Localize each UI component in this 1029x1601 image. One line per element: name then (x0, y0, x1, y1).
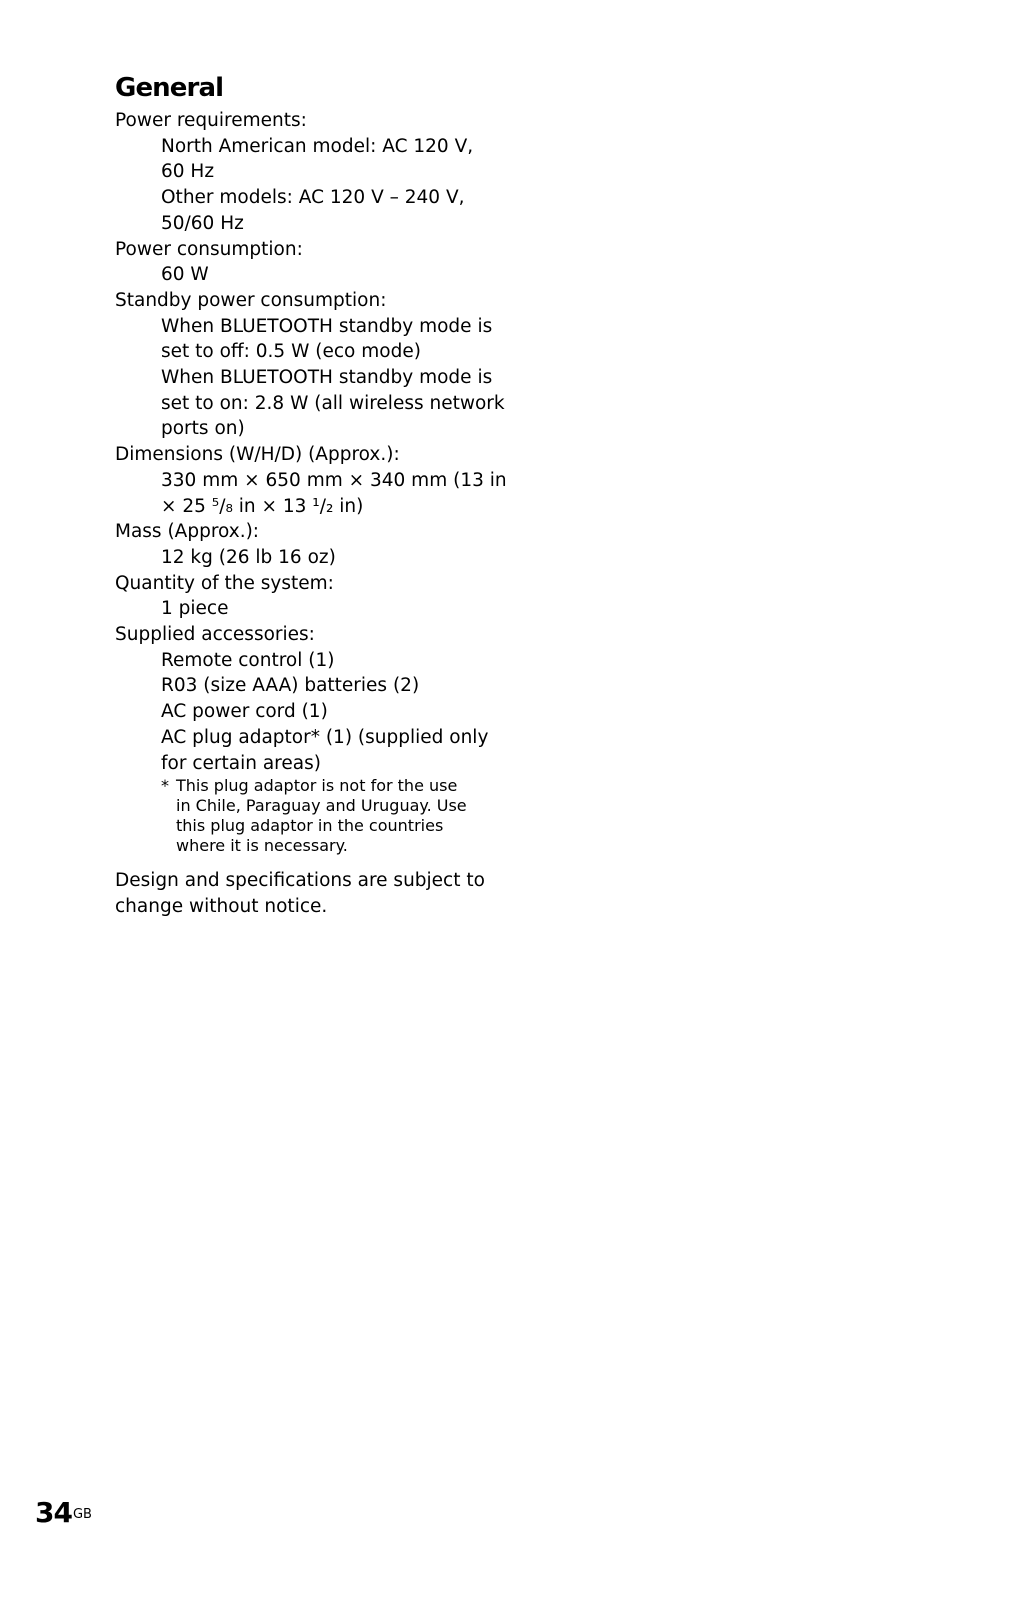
spec-value: When BLUETOOTH standby mode is (161, 367, 493, 389)
spec-label: Standby power consumption: (115, 289, 387, 311)
change-notice (115, 868, 515, 919)
spec-power-requirements (115, 108, 515, 237)
footnote-asterisk: * (161, 776, 169, 796)
footnote-text: This plug adaptor is not for the use (176, 776, 458, 796)
spec-accessories (115, 622, 515, 856)
spec-value: 50/60 Hz (161, 212, 244, 234)
page-number-value: 34 (35, 1496, 72, 1529)
notice-line: change without notice. (115, 895, 328, 917)
spec-power-consumption (115, 237, 515, 288)
accessory-footnote (115, 776, 515, 856)
spec-value: North American model: AC 120 V, (161, 135, 474, 157)
spec-label: Power requirements: (115, 110, 307, 131)
spec-label: Supplied accessories: (115, 624, 315, 646)
spec-value: When BLUETOOTH standby mode is (161, 315, 493, 337)
specifications-column (115, 70, 515, 920)
spec-value: Remote control (1) (161, 649, 335, 671)
spec-value: Other models: AC 120 V – 240 V, (161, 187, 465, 209)
spec-value: 330 mm × 650 mm × 340 mm (13 in (161, 469, 507, 491)
spec-label: Dimensions (W/H/D) (Approx.): (115, 444, 400, 466)
spec-value: 1 piece (161, 598, 229, 620)
page-language-code: GB (72, 1507, 92, 1522)
spec-value: for certain areas) (161, 752, 321, 774)
spec-mass (115, 519, 515, 570)
footnote-line: in Chile, Paraguay and Uruguay. Use (176, 796, 467, 816)
spec-value: 60 W (161, 264, 209, 286)
spec-value: 60 Hz (161, 161, 215, 183)
footnote-line (115, 776, 515, 796)
footnote-line: this plug adaptor in the countries (176, 816, 444, 836)
notice-line: Design and specifications are subject to (115, 870, 485, 892)
spec-label: Quantity of the system: (115, 572, 334, 594)
spec-value: × 25 ⁵/₈ in × 13 ¹/₂ in) (161, 495, 364, 517)
spec-value: 12 kg (26 lb 16 oz) (161, 546, 336, 568)
spec-value: ports on) (161, 418, 245, 440)
spec-value: AC plug adaptor* (1) (supplied only (161, 726, 489, 748)
page-number (35, 1497, 92, 1529)
section-heading: General (115, 73, 224, 103)
spec-value: AC power cord (1) (161, 701, 328, 723)
spec-quantity (115, 571, 515, 622)
footnote-line: where it is necessary. (176, 836, 348, 856)
spec-standby-power (115, 288, 515, 442)
spec-value: set to on: 2.8 W (all wireless network (161, 392, 505, 414)
spec-value: set to off: 0.5 W (eco mode) (161, 341, 421, 363)
spec-label: Power consumption: (115, 238, 303, 260)
spec-dimensions (115, 442, 515, 519)
spec-value: R03 (size AAA) batteries (2) (161, 675, 420, 697)
spec-label: Mass (Approx.): (115, 521, 260, 543)
